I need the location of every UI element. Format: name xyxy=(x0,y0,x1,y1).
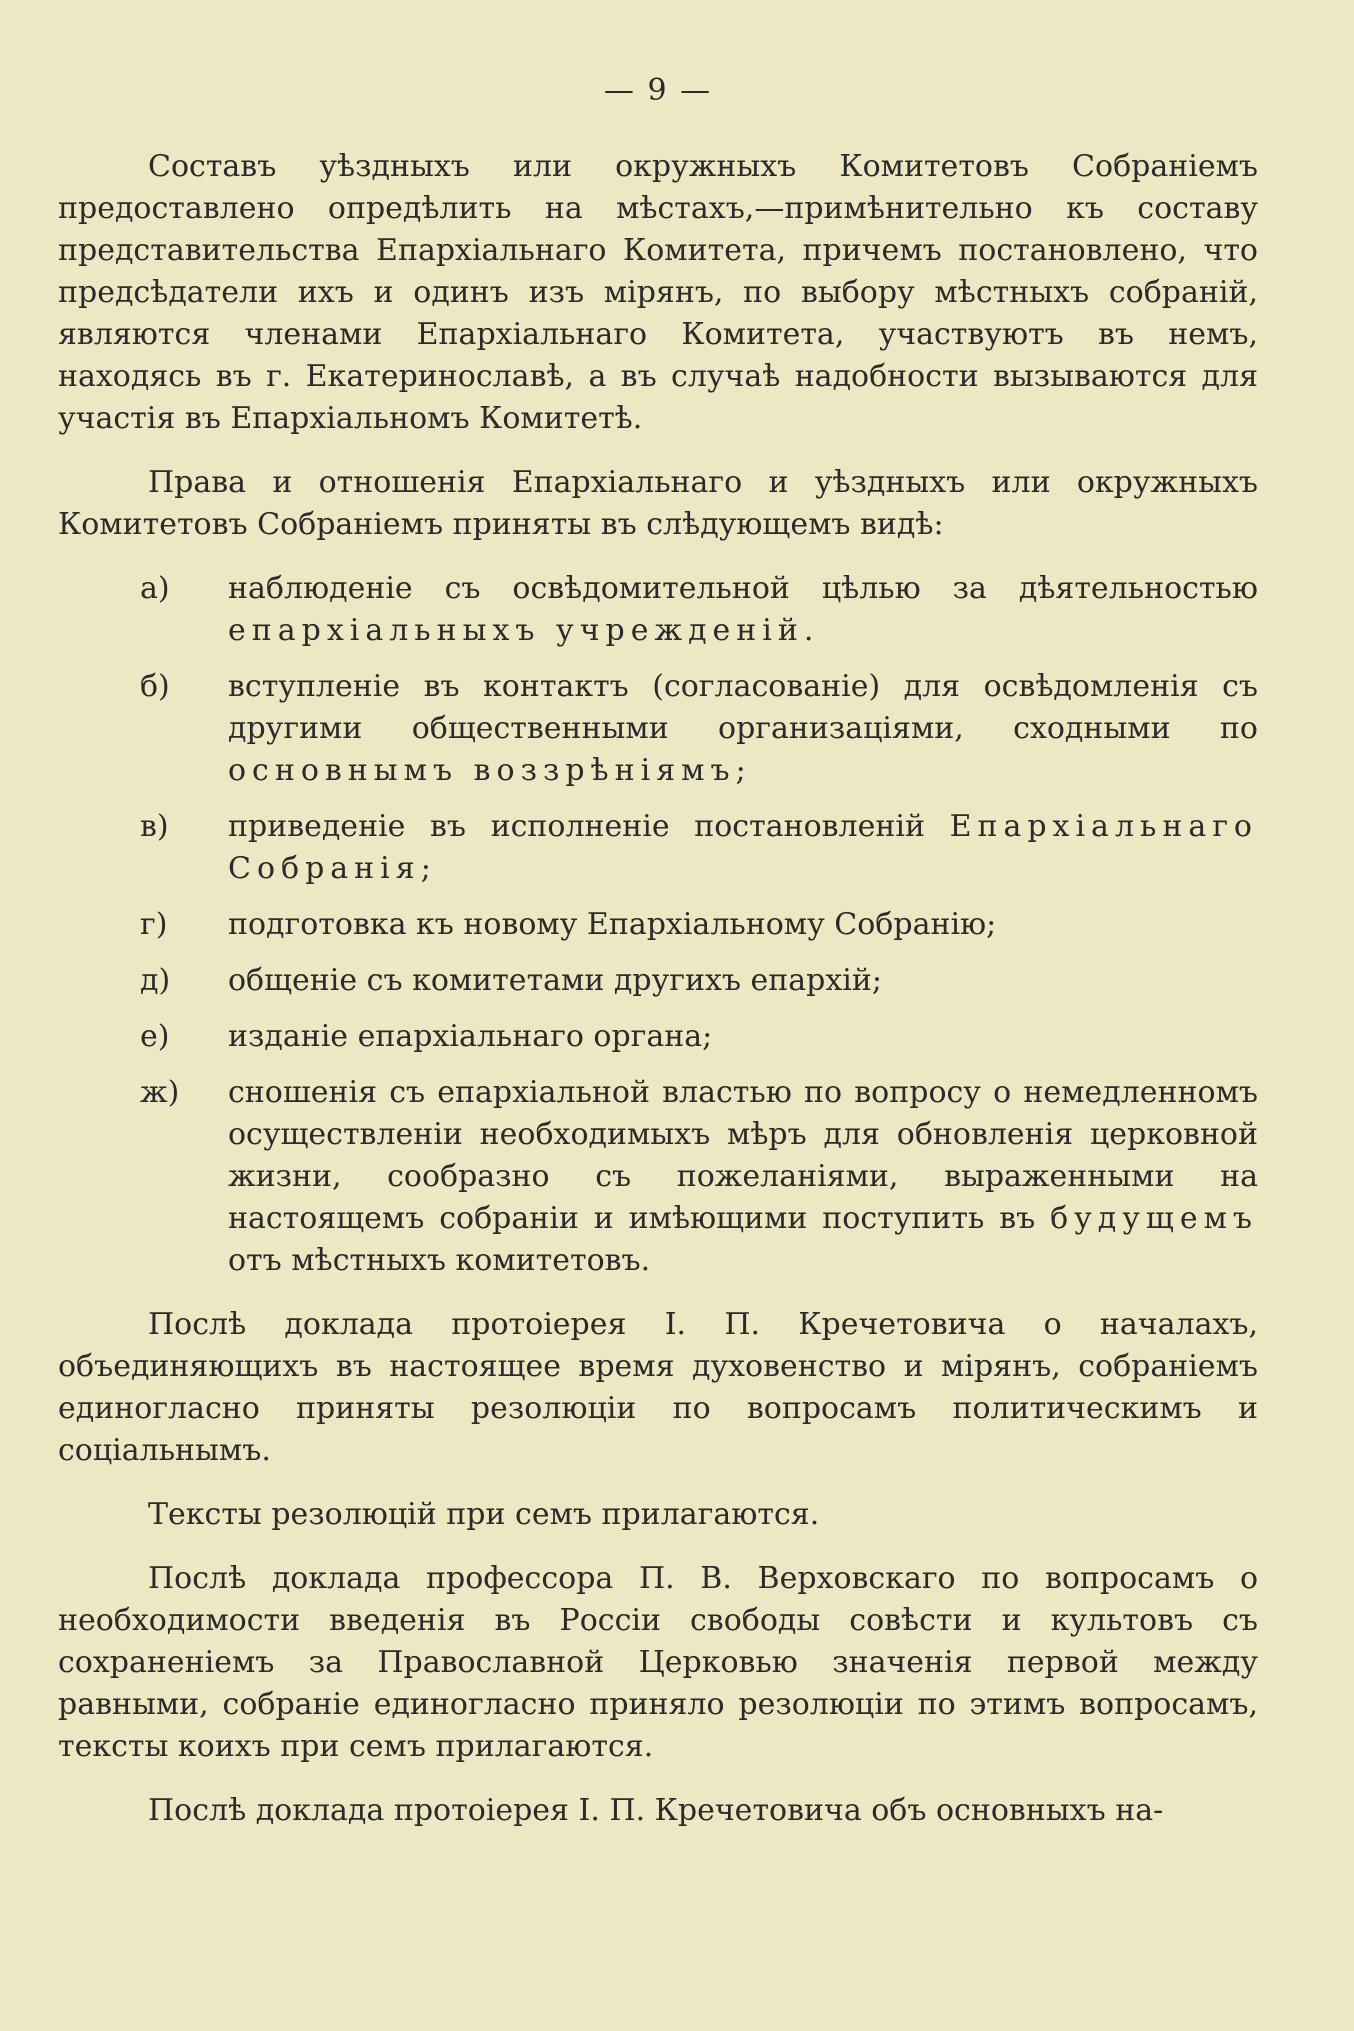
list-item xyxy=(58,666,1258,792)
list-item xyxy=(58,960,1258,1002)
paragraph-texts-attached: Тексты резолюцій при семъ прилагаются. xyxy=(148,1497,820,1532)
list-item xyxy=(58,1072,1258,1282)
page-number: — 9 — xyxy=(603,73,713,108)
list-item-tail: ; xyxy=(420,851,431,886)
list-item-spaced-text: епархіальныхъ учрежденій xyxy=(228,613,804,648)
list-item-tail: . xyxy=(803,613,814,648)
paragraph-rights-intro: Права и отношенія Епархіальнаго и уѣздныхъ или окружныхъ Комитетовъ Собраніемъ приняты въ слѣдующемъ видѣ: xyxy=(58,465,1258,542)
list-item-text: изданіе епархіальнаго органа; xyxy=(228,1019,713,1054)
list-item-text: сношенія съ епархіальной властью по вопросу о немедленномъ осуществленіи необходимыхъ мѣръ для обновленія церковной жизни, сообразно съ пожеланіями, выраженными на настоящемъ собраніи и имѣющими поступить въ xyxy=(228,1075,1258,1236)
paragraph-committee-composition: Составъ уѣздныхъ или окружныхъ Комитетовъ Собраніемъ предоставлено опредѣлить на мѣстахъ,—примѣнительно къ составу представительства Епархіальнаго Комитета, причемъ постановлено, что предсѣдатели ихъ и одинъ изъ мірянъ, по выбору мѣстныхъ собраній, являются членами Епархіальнаго Комитета, участвуютъ въ немъ, находясь въ г. Екатеринославѣ, а въ случаѣ надобности вызываются для участія въ Епархіальномъ Комитетѣ. xyxy=(58,149,1258,436)
list-marker: д) xyxy=(140,963,171,998)
list-marker: е) xyxy=(140,1019,170,1054)
list-item-tail: ; xyxy=(735,753,746,788)
rights-list xyxy=(58,568,1258,1282)
list-item-tail: отъ мѣстныхъ комитетовъ. xyxy=(228,1243,651,1278)
list-item-text: вступленіе въ контактъ (согласованіе) для освѣдомленія съ другими общественными организаціями, сходными по xyxy=(228,669,1258,746)
list-marker: ж) xyxy=(140,1075,180,1110)
list-item-spaced-text: основнымъ воззрѣніямъ xyxy=(228,753,736,788)
list-item-text: подготовка къ новому Епархіальному Собранію; xyxy=(228,907,997,942)
list-item xyxy=(58,904,1258,946)
list-item-text: приведеніе въ исполненіе постановленій xyxy=(228,809,950,844)
list-item-text: общеніе съ комитетами другихъ епархій; xyxy=(228,963,882,998)
list-item-text: наблюденіе съ освѣдомительной цѣлью за дѣятельностью xyxy=(228,571,1258,606)
paragraph-last-line: Послѣ доклада протоіерея І. П. Кречетовича объ основныхъ на- xyxy=(148,1793,1164,1828)
list-item xyxy=(58,568,1258,652)
document-page xyxy=(58,70,1258,1854)
list-item xyxy=(58,806,1258,890)
list-marker: б) xyxy=(140,669,170,704)
list-marker: г) xyxy=(140,907,168,942)
paragraph-freedom-conscience: Послѣ доклада профессора П. В. Верховскаго по вопросамъ о необходимости введенія въ Россіи свободы совѣсти и культовъ съ сохраненіемъ за Православной Церковью значенія первой между равными, собраніе единогласно приняло резолюціи по этимъ вопросамъ, тексты коихъ при семъ прилагаются. xyxy=(58,1561,1258,1764)
list-item-spaced-text: будущемъ xyxy=(1050,1201,1258,1236)
list-marker: а) xyxy=(140,571,170,606)
list-marker: в) xyxy=(140,809,169,844)
list-item-spaced-text: Епархіальнаго Собранія xyxy=(228,809,1258,886)
paragraph-resolutions-political: Послѣ доклада протоіерея І. П. Кречетовича о началахъ, объединяющихъ въ настоящее время духовенство и мірянъ, собраніемъ единогласно приняты резолюціи по вопросамъ политическимъ и соціальнымъ. xyxy=(58,1307,1258,1468)
list-item xyxy=(58,1016,1258,1058)
